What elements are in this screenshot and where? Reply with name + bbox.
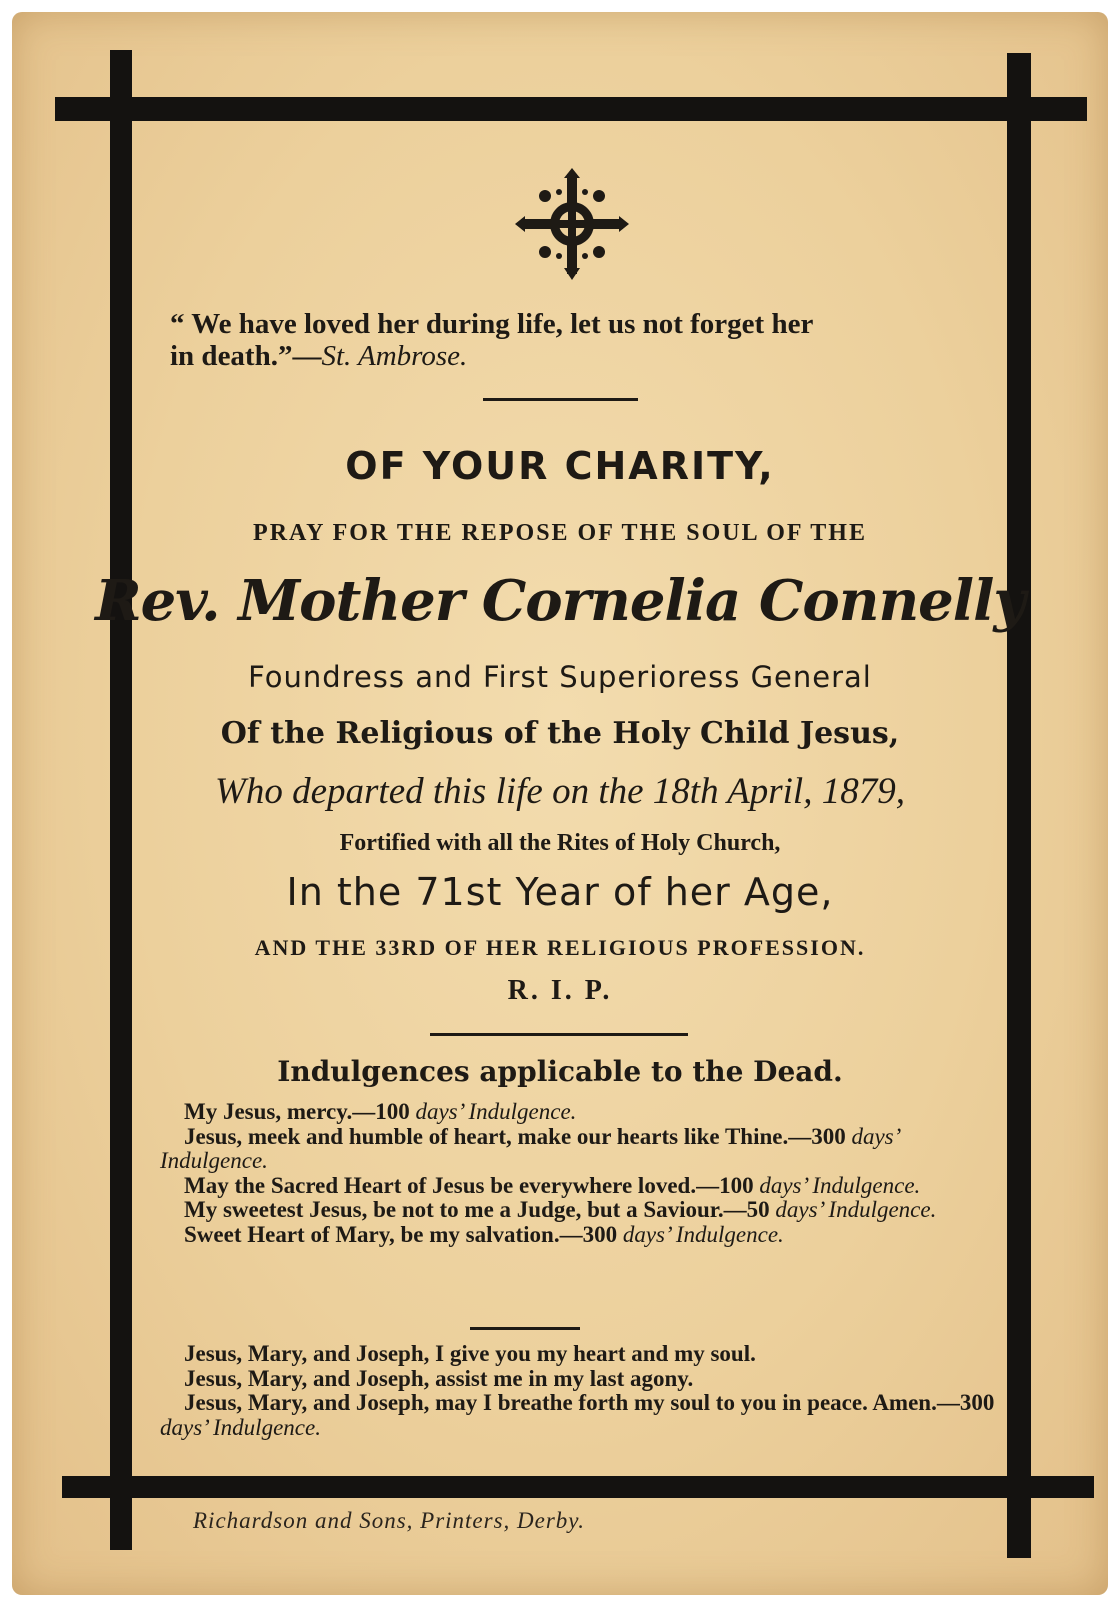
- indulgences-title: Indulgences applicable to the Dead.: [277, 1055, 843, 1088]
- title-foundress: Foundress and First Superioress General: [248, 660, 872, 694]
- quote-line-1: “ We have loved her during life, let us not forget her: [170, 308, 814, 340]
- cross-ornament-icon: [515, 168, 629, 280]
- final-prayer-line-3: Jesus, Mary, and Joseph, may I breathe forth my soul to you in peace. Amen.—300 days’ Indulgence.: [160, 1390, 995, 1440]
- quote-line-2: [170, 340, 813, 372]
- prayer-item: May the Sacred Heart of Jesus be everywhere loved.—100 days’ Indulgence.: [184, 1172, 921, 1198]
- divider-2: [430, 1033, 688, 1036]
- age-line: In the 71st Year of her Age,: [286, 870, 834, 914]
- fortified-line: Fortified with all the Rites of Holy Church,: [339, 830, 781, 856]
- prayer-item: Jesus, meek and humble of heart, make our hearts like Thine.—300 days’ Indulgence.: [160, 1123, 899, 1173]
- divider-1: [483, 398, 638, 401]
- prayer-item: My Jesus, mercy.—100 days’ Indulgence.: [184, 1099, 577, 1124]
- final-prayer-line-1: Jesus, Mary, and Joseph, I give you my heart and my soul.: [184, 1341, 756, 1366]
- quote-line-2-text: in death.”—: [170, 340, 322, 372]
- printer-imprint: Richardson and Sons, Printers, Derby.: [193, 1508, 585, 1533]
- prayer-item: My sweetest Jesus, be not to me a Judge, but a Saviour.—50 days’ Indulgence.: [184, 1197, 937, 1222]
- indulgence-prayer-list: [160, 1100, 995, 1247]
- divider-3: [470, 1327, 580, 1330]
- final-prayer: [160, 1342, 995, 1440]
- heading-charity: OF YOUR CHARITY,: [345, 444, 775, 488]
- quote-author: St. Ambrose.: [321, 340, 468, 372]
- deceased-name: Rev. Mother Cornelia Connelly: [95, 568, 1025, 634]
- prayer-item: Sweet Heart of Mary, be my salvation.—300 days’ Indulgence.: [184, 1221, 784, 1247]
- date-of-death: Who departed this life on the 18th April, 1879,: [215, 771, 905, 812]
- religious-order: Of the Religious of the Holy Child Jesus,: [220, 716, 900, 751]
- profession-line: AND THE 33RD OF HER RELIGIOUS PROFESSION.: [254, 935, 866, 960]
- mourning-border-top: [55, 97, 1087, 121]
- mourning-border-bottom: [62, 1476, 1094, 1498]
- pray-line: PRAY FOR THE REPOSE OF THE SOUL OF THE: [253, 520, 867, 546]
- epigraph-quote: [170, 308, 813, 372]
- rip-text: R. I. P.: [507, 975, 613, 1006]
- final-prayer-line-2: Jesus, Mary, and Joseph, assist me in my last agony.: [184, 1365, 694, 1391]
